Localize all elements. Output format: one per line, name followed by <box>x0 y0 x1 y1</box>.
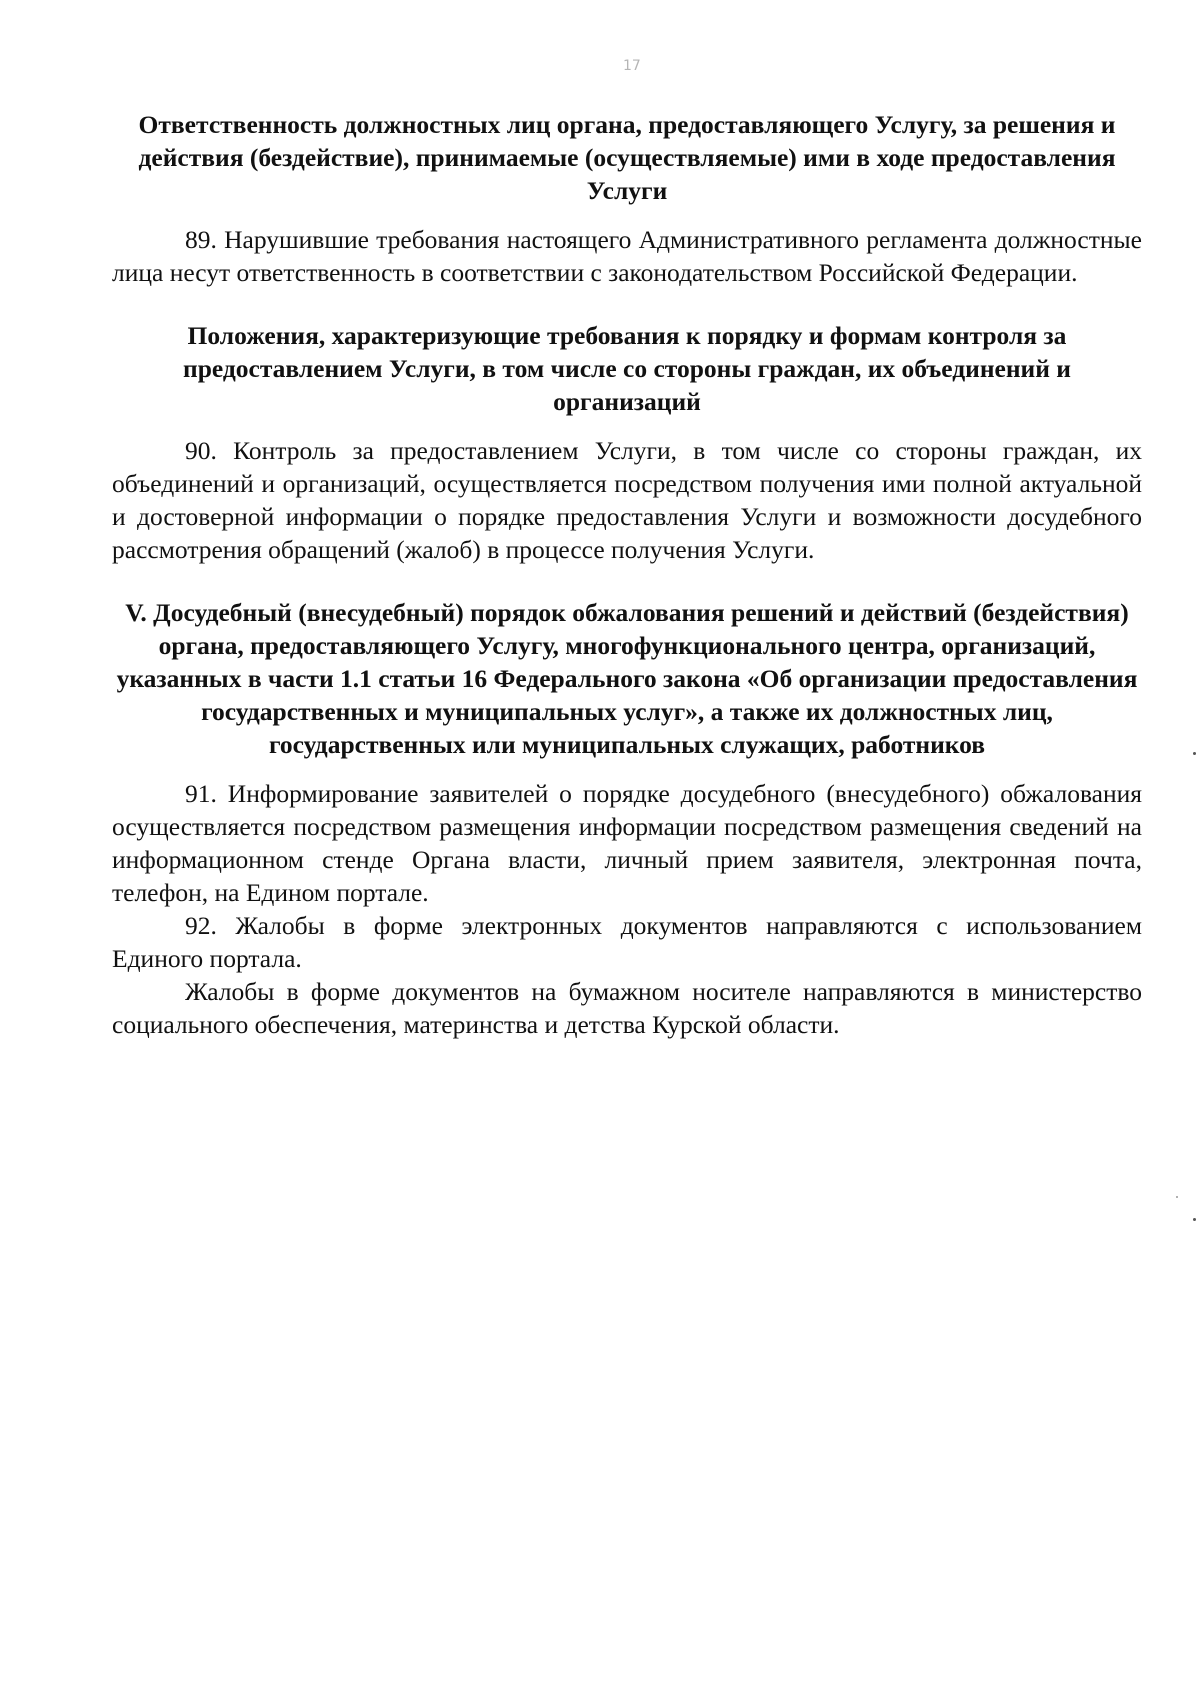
scan-speck <box>1176 1196 1178 1198</box>
page-number-marker: 17 <box>623 58 641 74</box>
paragraph-92: 92. Жалобы в форме электронных документов направляются с использованием Единого портала. <box>112 911 1142 973</box>
document-page <box>112 108 1142 1041</box>
paragraph-91: 91. Информирование заявителей о порядке досудебного (внесудебного) обжалования осуществляется посредством размещения информации посредством размещения сведений на информационном стенде Органа власти, личный прием заявителя, электронная почта, телефон, на Едином портале. <box>112 779 1142 907</box>
paragraph-90: 90. Контроль за предоставлением Услуги, в том числе со стороны граждан, их объединений и организаций, осуществляется посредством получения ими полной актуальной и достоверной информации о порядке предоставления Услуги и возможности досудебного рассмотрения обращений (жалоб) в процессе получения Услуги. <box>112 436 1142 564</box>
section-responsibility <box>112 108 1142 289</box>
section-heading-pretrial-appeal: V. Досудебный (внесудебный) порядок обжалования решений и действий (бездействия) органа, предоставляющего Услугу, многофункционального центра, организаций, указанных в части 1.1 статьи 16 Федерального закона «Об организации предоставления государственных и муниципальных услуг», а также их должностных лиц, государственных или муниципальных служащих, работников <box>116 598 1138 759</box>
paragraph-paper-complaints: Жалобы в форме документов на бумажном носителе направляются в министерство социального обеспечения, материнства и детства Курской области. <box>112 977 1142 1039</box>
scan-speck <box>1193 1218 1196 1221</box>
paragraph-89: 89. Нарушившие требования настоящего Административного регламента должностные лица несут ответственность в соответствии с законодательством Российской Федерации. <box>112 225 1142 287</box>
section-heading-control: Положения, характеризующие требования к порядку и формам контроля за предоставлением Услуги, в том числе со стороны граждан, их объединений и организаций <box>183 321 1071 416</box>
section-control-provisions <box>112 319 1142 566</box>
section-heading-responsibility: Ответственность должностных лиц органа, предоставляющего Услугу, за решения и действия (бездействие), принимаемые (осуществляемые) ими в ходе предоставления Услуги <box>138 110 1116 205</box>
scan-speck <box>1193 752 1196 755</box>
section-pretrial-appeal <box>112 596 1142 1041</box>
